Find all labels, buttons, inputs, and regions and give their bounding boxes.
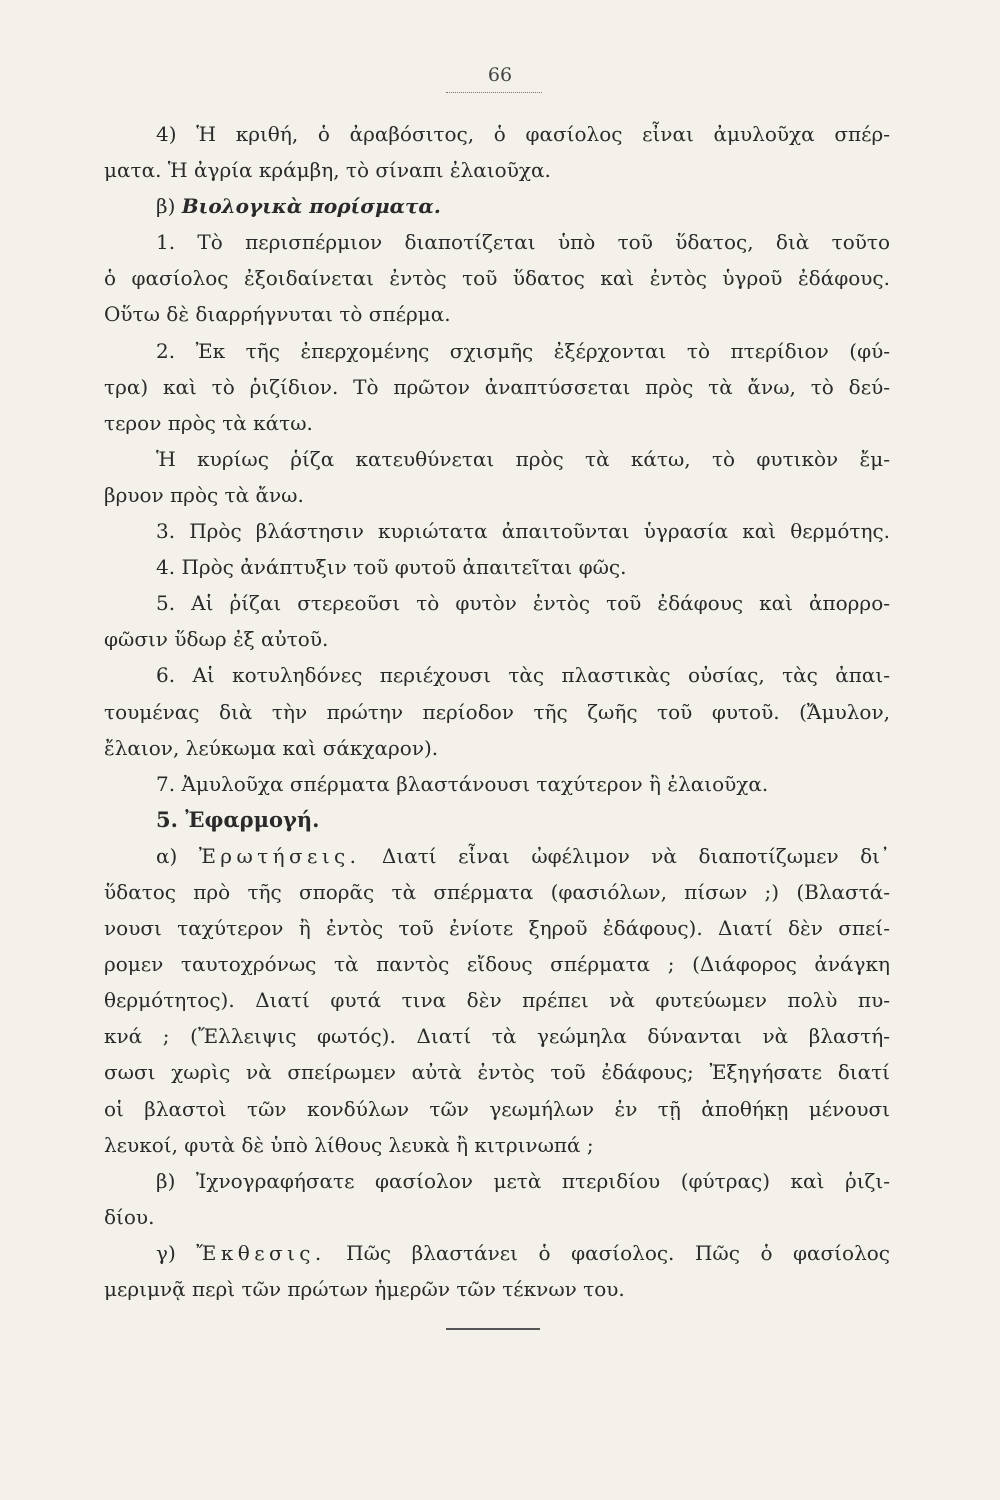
text-line [104, 621, 890, 657]
text-line [104, 1271, 890, 1307]
line-subheading: Βιολογικὰ πορίσματα. [181, 194, 441, 219]
line-text: βρυον πρὸς τὰ ἄνω. [104, 482, 304, 507]
body-text [104, 116, 890, 1307]
line-spaced: Ἐρωτήσεις. [198, 843, 361, 868]
line-text: 3. Πρὸς βλάστησιν κυριώτατα ἀπαιτοῦνται ὑγρασία καὶ θερμότης. [156, 519, 890, 544]
line-text: τρα) καὶ τὸ ῥιζίδιον. Τὸ πρῶτον ἀναπτύσσεται πρὸς τὰ ἄνω, τὸ δεύ- [104, 374, 890, 399]
line-text: ματα. Ἡ ἀγρία κράμβη, τὸ σίναπι ἐλαιοῦχα. [104, 158, 551, 183]
text-line [104, 838, 890, 874]
line-text: ρομεν ταυτοχρόνως τὰ παντὸς εἴδους σπέρματα ; (Διάφορος ἀνάγκη [104, 952, 890, 977]
text-line [104, 910, 890, 946]
line-text: 6. Αἱ κοτυληδόνες περιέχουσι τὰς πλαστικὰς οὐσίας, τὰς ἀπαι- [156, 663, 890, 688]
line-text: τερον πρὸς τὰ κάτω. [104, 410, 313, 435]
text-line [104, 1018, 890, 1054]
text-line [104, 802, 890, 838]
text-line [104, 152, 890, 188]
line-text: θερμότητος). Διατί φυτά τινα δὲν πρέπει νὰ φυτεύωμεν πολὺ πυ- [104, 988, 890, 1013]
text-line [104, 224, 890, 260]
line-text: μεριμνᾷ περὶ τῶν πρώτων ἡμερῶν τῶν τέκνων του. [104, 1277, 625, 1301]
text-line [104, 946, 890, 982]
line-prefix: γ) [156, 1240, 197, 1265]
text-line [104, 982, 890, 1018]
text-line [104, 694, 890, 730]
line-text: 2. Ἐκ τῆς ἐπερχομένης σχισμῆς ἐξέρχονται τὸ πτερίδιον (φύ- [156, 338, 890, 363]
text-line [104, 549, 890, 585]
text-line [104, 260, 890, 296]
line-prefix: β) [156, 194, 182, 219]
line-text: οἱ βλαστοὶ τῶν κονδύλων τῶν γεωμήλων ἐν τῇ ἀποθήκῃ μένουσι [104, 1096, 890, 1121]
text-line [104, 874, 890, 910]
line-text: φῶσιν ὕδωρ ἐξ αὐτοῦ. [104, 627, 329, 652]
line-text: νουσι ταχύτερον ἢ ἐντὸς τοῦ ἐνίοτε ξηροῦ ἐδάφους). Διατί δὲν σπεί- [104, 916, 890, 941]
line-text: Ἡ κυρίως ῥίζα κατευθύνεται πρὸς τὰ κάτω, τὸ φυτικὸν ἔμ- [156, 446, 890, 471]
text-line [104, 116, 890, 152]
line-text: σωσι χωρὶς νὰ σπείρωμεν αὐτὰ ἐντὸς τοῦ ἐδάφους; Ἐξηγήσατε διατί [104, 1060, 890, 1085]
text-line [104, 1127, 890, 1163]
text-line [104, 369, 890, 405]
line-text: λευκοί, φυτὰ δὲ ὑπὸ λίθους λευκὰ ἢ κιτρινωπά ; [104, 1132, 594, 1157]
text-line [104, 441, 890, 477]
text-line [104, 766, 890, 802]
line-text: τουμένας διὰ τὴν πρώτην περίοδον τῆς ζωῆς τοῦ φυτοῦ. (Ἄμυλον, [104, 699, 890, 724]
line-text: δίου. [104, 1204, 155, 1229]
text-line [104, 1235, 890, 1271]
line-prefix: α) [156, 843, 199, 868]
line-text: 4) Ἡ κριθή, ὁ ἀραβόσιτος, ὁ φασίολος εἶναι ἀμυλοῦχα σπέρ- [156, 122, 890, 146]
text-line [104, 730, 890, 766]
text-line [104, 333, 890, 369]
line-text: 1. Τὸ περισπέρμιον διαποτίζεται ὑπὸ τοῦ ὕδατος, διὰ τοῦτο [156, 230, 890, 255]
text-line [104, 188, 890, 224]
text-line [104, 477, 890, 513]
line-text: 7. Ἀμυλοῦχα σπέρματα βλαστάνουσι ταχύτερον ἢ ἐλαιοῦχα. [156, 771, 769, 796]
line-heading: 5. Ἐφαρμογή. [156, 806, 320, 832]
line-text: ὁ φασίολος ἐξοιδαίνεται ἐντὸς τοῦ ὕδατος καὶ ἐντὸς ὑγροῦ ἐδάφους. [104, 266, 890, 291]
text-line [104, 1054, 890, 1090]
line-text: 5. Αἱ ῥίζαι στερεοῦσι τὸ φυτὸν ἐντὸς τοῦ ἐδάφους καὶ ἀπορρο- [156, 591, 890, 616]
text-line [104, 1199, 890, 1235]
line-text: ἔλαιον, λεύκωμα καὶ σάκχαρον). [104, 735, 439, 760]
line-text: β) Ἰχνογραφήσατε φασίολον μετὰ πτεριδίου (φύτρας) καὶ ῥιζι- [156, 1168, 890, 1193]
page-number-rule [446, 92, 542, 93]
text-line [104, 296, 890, 332]
text-line [104, 1163, 890, 1199]
line-text: κνά ; (Ἔλλειψις φωτός). Διατί τὰ γεώμηλα δύνανται νὰ βλαστή- [104, 1024, 890, 1049]
text-line [104, 513, 890, 549]
text-line [104, 657, 890, 693]
line-suffix: Διατί εἶναι ὠφέλιμον νὰ διαποτίζωμεν δι᾽ [360, 843, 890, 868]
line-text: Οὕτω δὲ διαρρήγνυται τὸ σπέρμα. [104, 302, 451, 327]
line-spaced: Ἔκθεσις. [196, 1240, 326, 1265]
line-text: 4. Πρὸς ἀνάπτυξιν τοῦ φυτοῦ ἀπαιτεῖται φῶς. [156, 555, 627, 580]
text-line [104, 405, 890, 441]
end-rule [446, 1328, 540, 1330]
text-line [104, 585, 890, 621]
page-number: 66 [487, 64, 513, 86]
line-suffix: Πῶς βλαστάνει ὁ φασίολος. Πῶς ὁ φασίολος [325, 1240, 890, 1265]
text-line [104, 1091, 890, 1127]
line-text: ὕδατος πρὸ τῆς σπορᾶς τὰ σπέρματα (φασιόλων, πίσων ;) (Βλαστά- [104, 879, 890, 904]
